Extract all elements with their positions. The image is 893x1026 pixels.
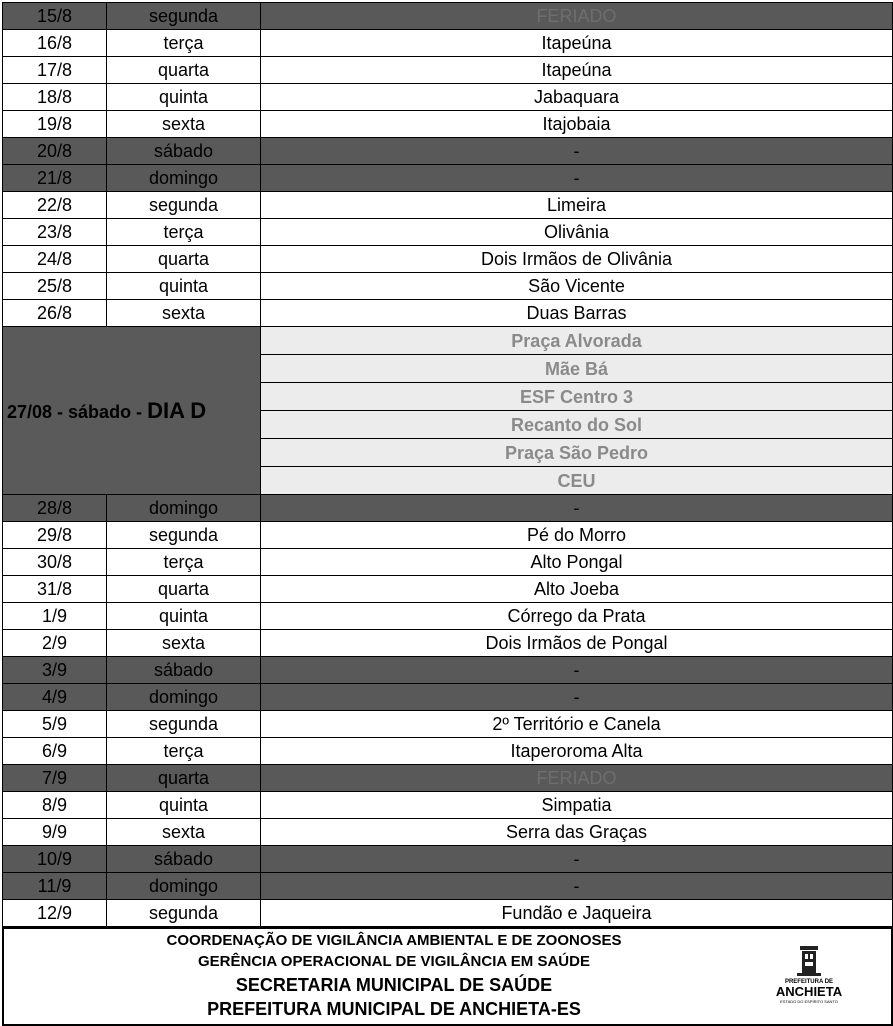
- location-cell: Simpatia: [261, 792, 893, 819]
- location-cell: Alto Pongal: [261, 549, 893, 576]
- date-cell: 31/8: [3, 576, 107, 603]
- weekday-cell: quarta: [107, 246, 261, 273]
- date-cell: 25/8: [3, 273, 107, 300]
- schedule-row: [3, 522, 893, 549]
- location-cell: Itajobaia: [261, 111, 893, 138]
- location-cell: -: [261, 165, 893, 192]
- footer-banner: [2, 927, 893, 1026]
- location-cell: Córrego da Prata: [261, 603, 893, 630]
- date-cell: 16/8: [3, 30, 107, 57]
- location-cell: -: [261, 138, 893, 165]
- weekday-cell: sexta: [107, 630, 261, 657]
- schedule-table: [2, 2, 893, 927]
- schedule-row: [3, 765, 893, 792]
- dia-d-date: 27/08 - sábado -: [7, 401, 148, 422]
- dia-d-emphasis: DIA D: [147, 397, 207, 423]
- schedule-row: [3, 192, 893, 219]
- weekday-cell: terça: [107, 219, 261, 246]
- weekday-cell: quinta: [107, 603, 261, 630]
- schedule-row: [3, 711, 893, 738]
- schedule-row: [3, 300, 893, 327]
- schedule-row: [3, 738, 893, 765]
- date-cell: 20/8: [3, 138, 107, 165]
- date-cell: 29/8: [3, 522, 107, 549]
- schedule-row: [3, 138, 893, 165]
- date-cell: 2/9: [3, 630, 107, 657]
- schedule-row: [3, 549, 893, 576]
- date-cell: 18/8: [3, 84, 107, 111]
- location-cell: Serra das Graças: [261, 819, 893, 846]
- schedule-row: [3, 246, 893, 273]
- weekday-cell: quinta: [107, 273, 261, 300]
- location-cell: Jabaquara: [261, 84, 893, 111]
- date-cell: 19/8: [3, 111, 107, 138]
- anchieta-logo: [767, 943, 851, 1007]
- weekday-cell: terça: [107, 549, 261, 576]
- footer-line-management: GERÊNCIA OPERACIONAL DE VIGILÂNCIA EM SAÚDE: [198, 953, 590, 970]
- weekday-cell: segunda: [107, 3, 261, 30]
- weekday-cell: segunda: [107, 711, 261, 738]
- weekday-cell: quarta: [107, 576, 261, 603]
- date-cell: 23/8: [3, 219, 107, 246]
- weekday-cell: segunda: [107, 522, 261, 549]
- schedule-row: [3, 900, 893, 927]
- date-cell: 30/8: [3, 549, 107, 576]
- date-cell: 4/9: [3, 684, 107, 711]
- date-cell: 8/9: [3, 792, 107, 819]
- location-cell: -: [261, 846, 893, 873]
- weekday-cell: sábado: [107, 138, 261, 165]
- dia-d-site: Recanto do Sol: [261, 411, 893, 439]
- date-cell: 11/9: [3, 873, 107, 900]
- weekday-cell: sexta: [107, 111, 261, 138]
- weekday-cell: quinta: [107, 792, 261, 819]
- dia-d-site: Praça Alvorada: [261, 327, 893, 355]
- date-cell: 12/9: [3, 900, 107, 927]
- date-cell: 26/8: [3, 300, 107, 327]
- weekday-cell: segunda: [107, 192, 261, 219]
- location-cell: Itapeúna: [261, 57, 893, 84]
- schedule-row: [3, 30, 893, 57]
- location-cell: Olivânia: [261, 219, 893, 246]
- weekday-cell: domingo: [107, 165, 261, 192]
- schedule-row: [3, 603, 893, 630]
- date-cell: 21/8: [3, 165, 107, 192]
- schedule-row: [3, 792, 893, 819]
- weekday-cell: domingo: [107, 495, 261, 522]
- location-cell: Dois Irmãos de Olivânia: [261, 246, 893, 273]
- schedule-row: [3, 111, 893, 138]
- schedule-row: [3, 684, 893, 711]
- dia-d-label: [3, 327, 261, 495]
- location-cell: Pé do Morro: [261, 522, 893, 549]
- date-cell: 15/8: [3, 3, 107, 30]
- schedule-row: [3, 657, 893, 684]
- location-cell: -: [261, 495, 893, 522]
- dia-d-site: CEU: [261, 467, 893, 495]
- date-cell: 24/8: [3, 246, 107, 273]
- schedule-row: [3, 57, 893, 84]
- schedule-row: [3, 165, 893, 192]
- weekday-cell: terça: [107, 738, 261, 765]
- schedule-row: [3, 576, 893, 603]
- location-cell: -: [261, 657, 893, 684]
- date-cell: 10/9: [3, 846, 107, 873]
- weekday-cell: domingo: [107, 873, 261, 900]
- footer-line-coordination: COORDENAÇÃO DE VIGILÂNCIA AMBIENTAL E DE ZOONOSES: [166, 932, 622, 949]
- schedule-row: [3, 846, 893, 873]
- date-cell: 1/9: [3, 603, 107, 630]
- date-cell: 7/9: [3, 765, 107, 792]
- location-cell: Dois Irmãos de Pongal: [261, 630, 893, 657]
- location-cell: Limeira: [261, 192, 893, 219]
- anchieta-crest-icon: [767, 943, 851, 1007]
- location-cell: Duas Barras: [261, 300, 893, 327]
- weekday-cell: quinta: [107, 84, 261, 111]
- weekday-cell: terça: [107, 30, 261, 57]
- svg-text:PREFEITURA DE: PREFEITURA DE: [784, 979, 834, 985]
- schedule-row: [3, 273, 893, 300]
- location-cell: Itaperoroma Alta: [261, 738, 893, 765]
- location-cell: FERIADO: [261, 3, 893, 30]
- schedule-row: [3, 3, 893, 30]
- footer-line-prefecture: PREFEITURA MUNICIPAL DE ANCHIETA-ES: [207, 999, 581, 1019]
- schedule-row: [3, 219, 893, 246]
- date-cell: 3/9: [3, 657, 107, 684]
- date-cell: 5/9: [3, 711, 107, 738]
- weekday-cell: sexta: [107, 300, 261, 327]
- location-cell: -: [261, 684, 893, 711]
- location-cell: FERIADO: [261, 765, 893, 792]
- dia-d-row: [3, 327, 893, 355]
- date-cell: 6/9: [3, 738, 107, 765]
- location-cell: Alto Joeba: [261, 576, 893, 603]
- schedule-row: [3, 84, 893, 111]
- weekday-cell: quarta: [107, 57, 261, 84]
- schedule-row: [3, 495, 893, 522]
- date-cell: 17/8: [3, 57, 107, 84]
- location-cell: Itapeúna: [261, 30, 893, 57]
- schedule-row: [3, 819, 893, 846]
- date-cell: 28/8: [3, 495, 107, 522]
- weekday-cell: sábado: [107, 846, 261, 873]
- weekday-cell: domingo: [107, 684, 261, 711]
- svg-text:ANCHIETA: ANCHIETA: [775, 984, 843, 999]
- location-cell: 2º Território e Canela: [261, 711, 893, 738]
- weekday-cell: sábado: [107, 657, 261, 684]
- footer-line-secretariat: SECRETARIA MUNICIPAL DE SAÚDE: [235, 975, 553, 995]
- weekday-cell: quarta: [107, 765, 261, 792]
- dia-d-site: Praça São Pedro: [261, 439, 893, 467]
- weekday-cell: segunda: [107, 900, 261, 927]
- location-cell: São Vicente: [261, 273, 893, 300]
- location-cell: -: [261, 873, 893, 900]
- svg-text:ESTADO DO ESPÍRITO SANTO: ESTADO DO ESPÍRITO SANTO: [780, 999, 838, 1004]
- schedule-body: [3, 3, 893, 927]
- dia-d-site: Mãe Bá: [261, 355, 893, 383]
- date-cell: 22/8: [3, 192, 107, 219]
- location-cell: Fundão e Jaqueira: [261, 900, 893, 927]
- date-cell: 9/9: [3, 819, 107, 846]
- schedule-row: [3, 873, 893, 900]
- schedule-row: [3, 630, 893, 657]
- dia-d-site: ESF Centro 3: [261, 383, 893, 411]
- weekday-cell: sexta: [107, 819, 261, 846]
